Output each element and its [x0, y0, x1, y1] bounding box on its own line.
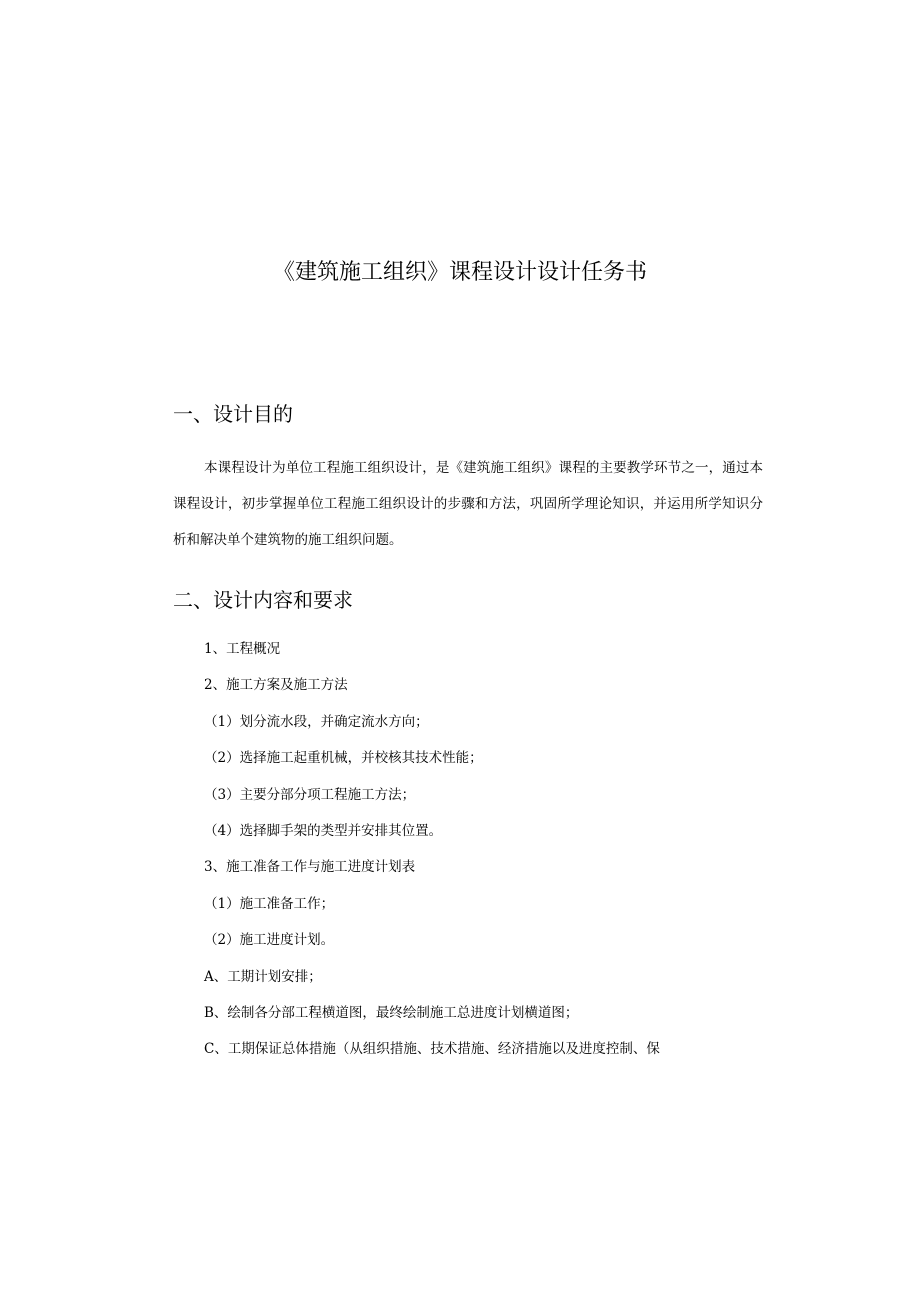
purpose-paragraph: 本课程设计为单位工程施工组织设计，是《建筑施工组织》课程的主要教学环节之一，通过本课程设计，初步掌握单位工程施工组织设计的步骤和方法，巩固所学理论知识，并运用所学知识分析和解决单个建筑物的施工组织问题。	[173, 460, 763, 548]
list-item: B、绘制各分部工程横道图，最终绘制施工总进度计划横道图；	[204, 1004, 579, 1021]
document-title: 《建筑施工组织》课程设计设计任务书	[272, 260, 647, 285]
content-list	[204, 637, 660, 1074]
list-item: C、工期保证总体措施（从组织措施、技术措施、经济措施以及进度控制、保	[204, 1041, 660, 1058]
list-item: 2、施工方案及施工方法	[204, 677, 348, 694]
list-item: A、工期计划安排；	[204, 968, 322, 985]
list-item: 3、施工准备工作与施工进度计划表	[204, 859, 416, 876]
section-heading-content: 二、设计内容和要求	[173, 588, 353, 612]
list-item: （1）划分流水段，并确定流水方向；	[204, 713, 429, 730]
list-item: （2）选择施工起重机械，并校核其技术性能；	[204, 750, 483, 767]
list-item: （3）主要分部分项工程施工方法；	[204, 786, 416, 803]
list-item: （4）选择脚手架的类型并安排其位置。	[204, 822, 443, 839]
list-item: （1）施工准备工作；	[204, 895, 335, 912]
list-item: （2）施工进度计划。	[204, 932, 335, 949]
list-item: 1、工程概况	[204, 641, 281, 657]
section-heading-purpose: 一、设计目的	[173, 402, 293, 426]
